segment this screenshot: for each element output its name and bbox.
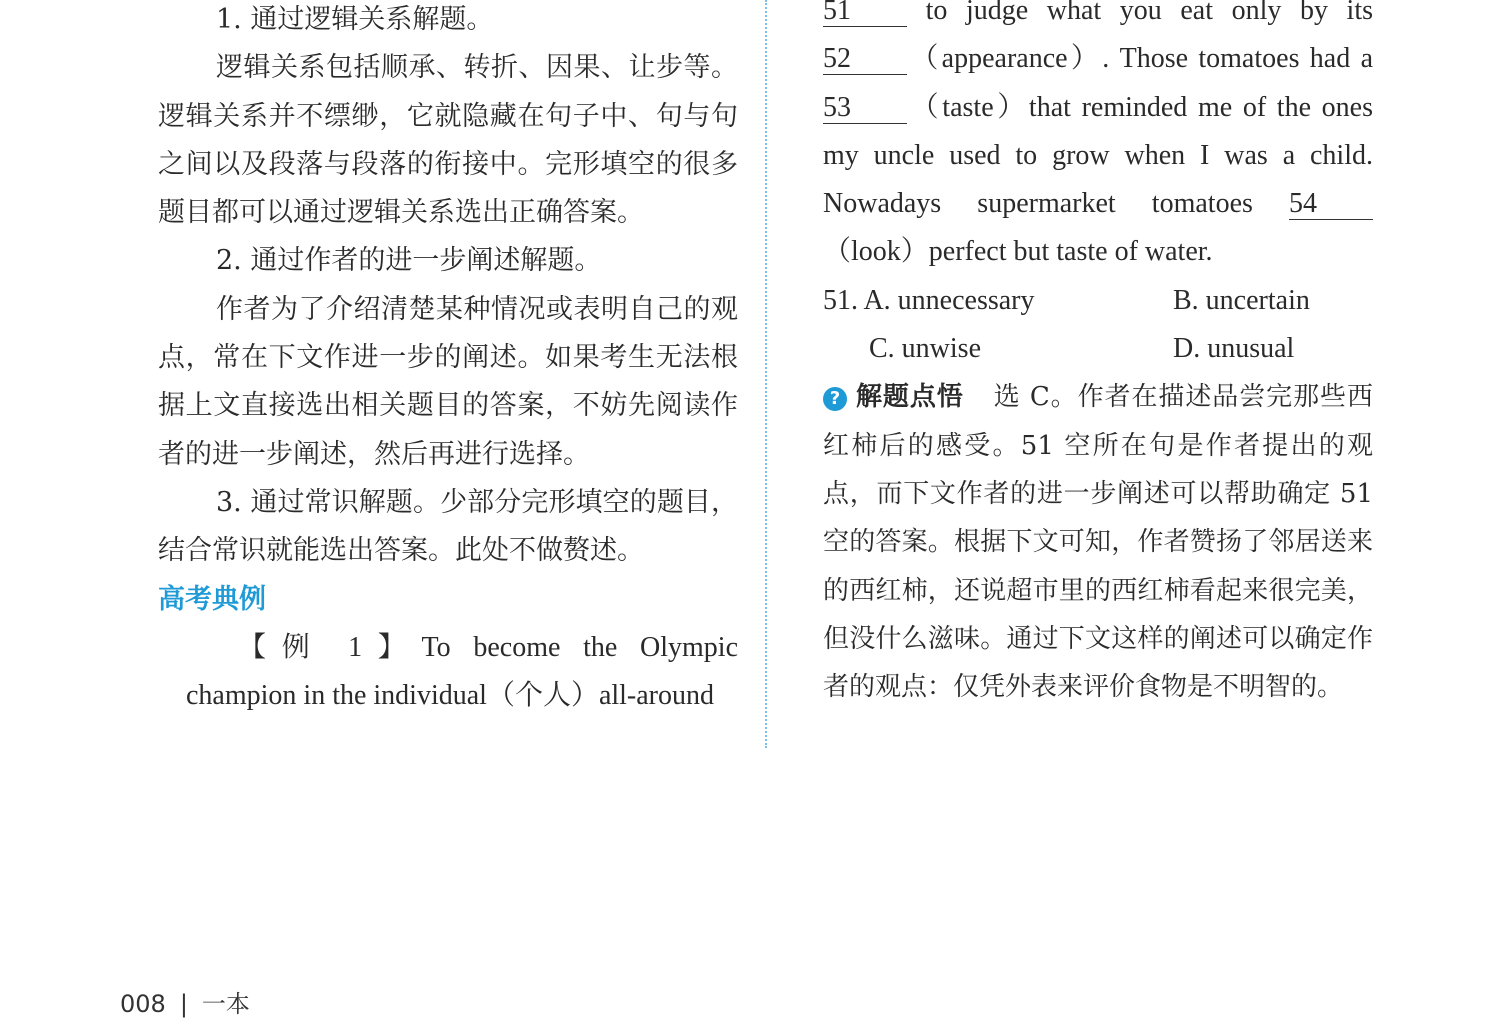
analysis-text: 选 C。作者在描述品尝完那些西红柿后的感受。51 空所在句是作者提出的观点，而下文作者的进一步阐述可以帮助确定 51 空的答案。根据下文可知，作者赞扬了邻居送来的西红柿，还说超市里的西红柿看起来很完美，但没什么滋味。通过下文这样的阐述可以确定作者的观点：仅凭外表来评价食物是不明智的。 [823,382,1373,703]
options-row-2 [823,325,1373,373]
left-column [158,0,738,720]
passage-text-1: to judge what you eat only by its [925,0,1373,26]
item2-heading: 2. 通过作者的进一步阐述解题。 [216,245,602,277]
blank-53: 53 [823,93,907,124]
passage-text-2: （appearance）. Those tomatoes had a [907,43,1373,75]
option-d: D. unusual [1173,333,1295,365]
item1-body: 逻辑关系包括顺承、转折、因果、让步等。逻辑关系并不缥缈，它就隐藏在句子中、句与句之间以及段落与段落的衔接中。完形填空的很多题目都可以通过逻辑关系选出正确答案。 [158,52,738,229]
item1-heading: 1. 通过逻辑关系解题。 [216,4,494,35]
footer-separator: | [179,990,188,1018]
passage-line-5 [823,180,1373,228]
example-first-line [158,624,738,672]
passage-line-6: （look）perfect but taste of water. [823,236,1213,268]
example-1 [158,624,738,721]
passage-line-1 [823,0,1373,35]
blank-51: 51 [823,0,907,27]
question-circle-icon: ? [823,387,847,411]
analysis-label: 解题点悟 [855,382,964,413]
passage-text-5: Nowadays supermarket tomatoes [823,188,1253,220]
page-footer [120,984,250,1019]
passage-line-3 [823,84,1373,132]
column-divider [765,0,767,748]
passage-text-3: （taste）that reminded me of the ones [907,91,1373,123]
option-b: B. uncertain [1173,284,1310,316]
passage-line-4: my uncle used to grow when I was a child. [823,139,1373,171]
item3-body: 3. 通过常识解题。少部分完形填空的题目，结合常识就能选出答案。此处不做赘述。 [158,486,738,567]
blank-54: 54 [1289,189,1373,220]
footer-chapter: 一本 [201,990,250,1018]
item2-body: 作者为了介绍清楚某种情况或表明自己的观点，常在下文作进一步的阐述。如果考生无法根据上文直接选出相关题目的答案，不妨先阅读作者的进一步阐述，然后再进行选择。 [158,293,738,470]
analysis-block [823,373,1373,711]
blank-52: 52 [823,44,907,75]
example-label: 【例 1】 [238,631,422,663]
option-c: C. unwise [869,333,981,365]
passage-line-2 [823,35,1373,83]
example-line2: champion in the individual（个人）all-around [186,680,715,712]
right-column [823,0,1373,711]
example-line1: To become the Olympic [421,631,738,663]
options-row-1 [823,277,1373,325]
section-title: 高考典例 [158,583,266,615]
option-a: 51. A. unnecessary [823,284,1035,316]
page-number: 008 [120,990,166,1018]
